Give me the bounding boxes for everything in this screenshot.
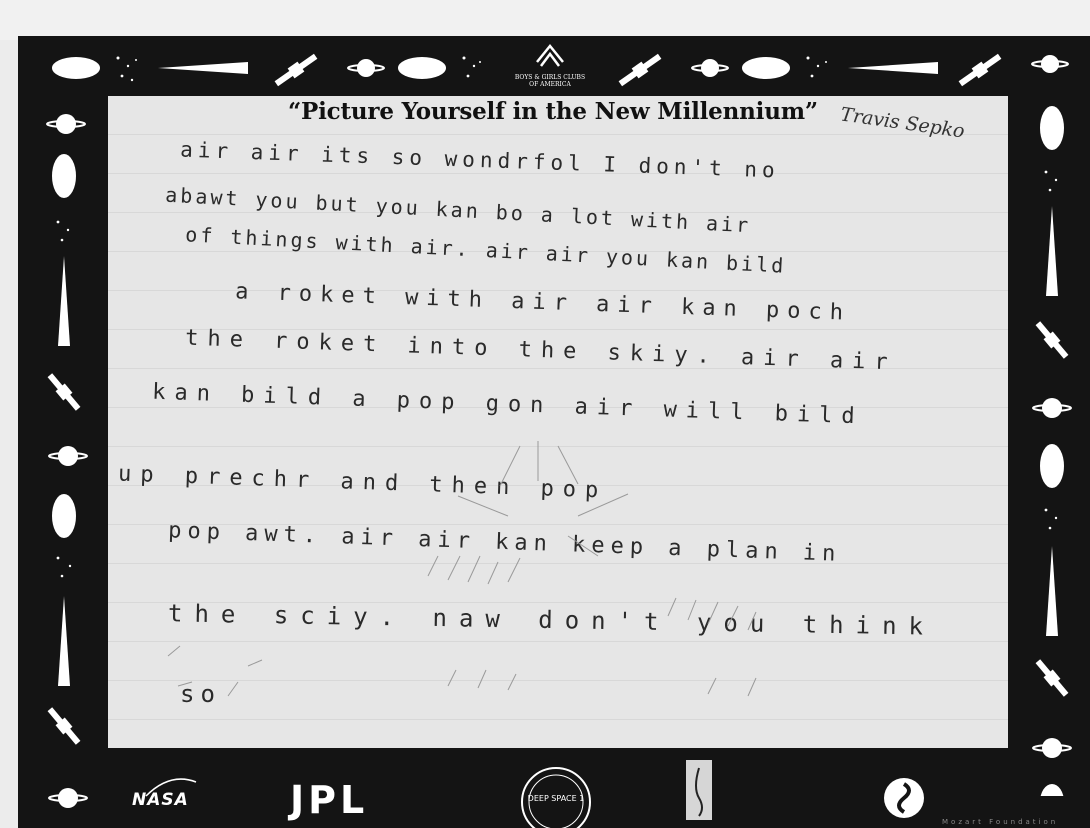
nasa-swoosh-icon [140,772,200,802]
satellite-icon [45,705,82,746]
left-border-decorations [18,96,108,786]
comet-icon [848,62,938,74]
satellite-icon [45,371,82,412]
handwriting-line-1: air air its so wondrfol I don't no [179,137,781,183]
cloud-icon [398,57,446,79]
handwriting-line-4: a roket with air air kan poch [234,279,852,326]
handwriting-line-8: pop awt. air air kan keep a plan in [167,518,842,567]
pop-burst-sketch [458,441,628,556]
figure-emblem-icon [684,758,714,822]
deep-space-1-label: DEEP SPACE 1 [527,794,585,803]
satellite-icon [957,51,1003,88]
rocket-icon [58,596,70,686]
planet-icon [1033,398,1071,418]
satellite-icon [1033,319,1070,360]
stars-icon [463,57,482,78]
satellite-icon [1033,657,1070,698]
rocket-icon [1046,206,1058,296]
planet-icon [1032,55,1068,73]
planet-icon [348,59,384,77]
student-signature: Travis Sepko [839,103,966,143]
stars-icon [57,221,70,242]
satellite-icon [273,51,319,88]
handwriting-line-10: so [180,680,221,708]
handwriting-line-6: kan bild a pop gon air will bild [151,379,865,430]
stars-icon [1045,171,1058,192]
cloud-icon [1040,106,1064,150]
partner-caption: Mozart Foundation [942,818,1059,826]
partner-logo-icon [882,776,926,820]
planet-icon [49,788,87,808]
stars-icon [117,57,138,82]
handwriting-line-3: of things with air. air air you kan bild [184,222,787,278]
cloud-icon [742,57,790,79]
cloud-icon [52,57,100,79]
satellite-icon [617,51,663,88]
right-border-decorations [1008,96,1090,796]
rocket-icon [58,256,70,346]
jpl-logo: JPL [290,778,369,822]
planet-icon [47,114,85,134]
org-name-line-2: OF AMERICA [529,81,571,88]
page-title: “Picture Yourself in the New Millennium” [288,98,818,125]
boys-girls-clubs-logo [510,40,590,96]
pencil-burst-sketches [108,96,1008,748]
cloud-icon [1040,444,1064,488]
handwriting-line-9: the sciy. naw don't you think [167,599,936,641]
handwriting-line-2: abawt you but you kan bo a lot with air [164,182,752,238]
cloud-icon [52,494,76,538]
planet-icon [49,446,87,466]
planet-icon [692,59,728,77]
stars-icon [1045,509,1058,530]
cloud-icon [1040,784,1064,796]
planet-icon [1033,738,1071,758]
cloud-icon [52,154,76,198]
rocket-icon [1046,546,1058,636]
comet-icon [158,62,248,74]
stars-icon [807,57,828,78]
clubs-emblem-icon [533,40,567,70]
paper-edge [0,0,1090,40]
bottom-left-decorations [18,750,108,828]
handwriting-line-7: up prechr and then pop [117,461,608,504]
nasa-logo: NASA [132,790,189,810]
handwriting-line-5: the roket into the skiy. air air [184,325,898,376]
org-name-line-1: BOYS & GIRLS CLUBS [514,74,586,81]
sky-scribble-sketch [168,556,756,696]
stars-icon [57,557,72,578]
